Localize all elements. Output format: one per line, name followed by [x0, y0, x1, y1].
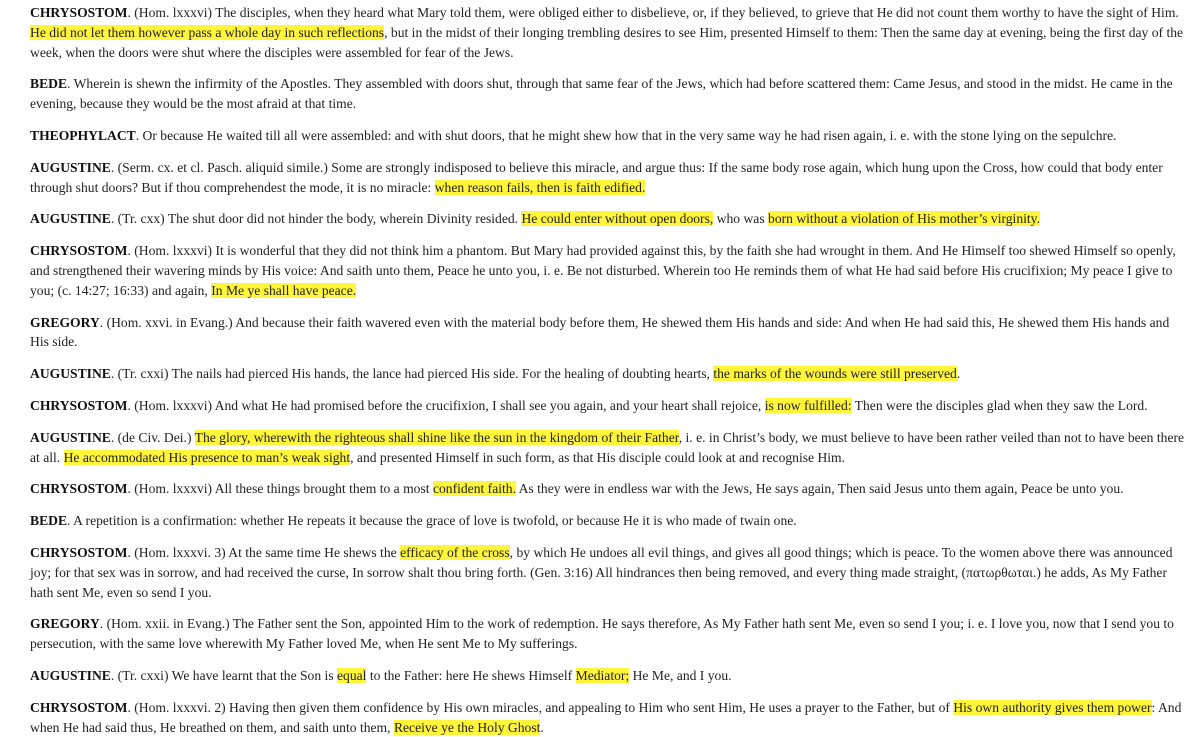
body-text: . (Tr. cxxi) The nails had pierced His hands, the lance had pierced His side. For the healing of doubting hearts,: [110, 366, 714, 382]
author-name: CHRYSOSTOM: [30, 5, 128, 20]
commentary-paragraph: [30, 698, 1188, 737]
author-name: CHRYSOSTOM: [30, 243, 128, 259]
body-text: He Me, and I you.: [629, 667, 732, 683]
highlighted-text: the marks of the wounds were still preserved: [713, 366, 957, 382]
highlighted-text: In Me ye shall have peace.: [211, 282, 357, 298]
author-name: AUGUSTINE: [30, 429, 111, 445]
body-text: who was: [713, 211, 769, 227]
body-text: . (Hom. xxii. in Evang.) The Father sent the Son, appointed Him to the work of redemption. He says therefore, As My Father hath sent Me, even so send I you; i. e. I love you, now that I send you to persecution, with the same love wherewith My Father loved Me, when He sent Me to My sufferings.: [30, 616, 1174, 652]
body-text: . (Hom. xxvi. in Evang.) And because their faith wavered even with the material body before them, He shewed them His hands and side: And when He had said this, He shewed them His hands and His side.: [30, 314, 1170, 350]
highlighted-text: born without a violation of His mother’s virginity.: [768, 211, 1040, 227]
author-name: CHRYSOSTOM: [30, 544, 128, 560]
commentary-paragraph: [30, 479, 1188, 499]
body-text: . (de Civ. Dei.): [110, 429, 195, 445]
highlighted-text: The glory, wherewith the righteous shall shine like the sun in the kingdom of their Father: [194, 429, 679, 445]
highlighted-text: equal: [337, 667, 367, 683]
highlighted-text: efficacy of the cross: [400, 544, 510, 560]
body-text: . (Hom. lxxxvi. 3) At the same time He shews the: [127, 544, 401, 560]
highlighted-text: He accommodated His presence to man’s weak sight: [63, 449, 351, 465]
highlighted-text: is now fulfilled:: [764, 397, 852, 413]
body-text: , and presented Himself in such form, as that His disciple could look at and recognise Him.: [350, 449, 846, 465]
author-name: AUGUSTINE: [30, 159, 111, 175]
body-text: .: [956, 366, 961, 382]
body-text: . (Hom. lxxxvi) All these things brought them to a most: [127, 481, 433, 497]
commentary-paragraph: [30, 3, 1188, 62]
body-text: Then were the disciples glad when they saw the Lord.: [851, 397, 1148, 413]
body-text: . A repetition is a confirmation: whether He repeats it because the grace of love is twofold, or because He it is who made of twain one.: [67, 513, 797, 529]
highlighted-text: He did not let them however pass a whole day in such reflections: [30, 24, 385, 40]
author-name: GREGORY: [30, 616, 100, 632]
body-text: . (Hom. lxxxvi) And what He had promised before the crucifixion, I shall see you again, and your heart shall rejoice,: [127, 397, 765, 413]
commentary-paragraph: [30, 74, 1188, 114]
body-text: . (Serm. cx. et cl. Pasch. aliquid simile.) Some are strongly indisposed to believe this miracle, and argue thus: If the same body rose again, which hung upon the Cross, how could that body enter through shut doors? But if thou comprehendest the mode, it is no miracle:: [30, 159, 1163, 195]
highlighted-text: Mediator;: [575, 667, 630, 683]
body-text: As they were in endless war with the Jews, He says again, Then said Jesus unto them again, Peace be unto you.: [515, 481, 1124, 497]
author-name: CHRYSOSTOM: [30, 699, 128, 715]
author-name: THEOPHYLACT: [30, 127, 136, 143]
commentary-paragraph: [30, 511, 1188, 531]
commentary-paragraph: [30, 126, 1188, 146]
highlighted-text: His own authority gives them power: [953, 699, 1152, 715]
body-text: , by which He undoes all evil things, and gives all good things; which is peace. To the women above there was announced joy; for that sex was in sorrow, and had received the curse, In sorrow shalt thou bring forth. (Gen. 3:16) All hindrances then being removed, and every thing made straight, (πατωρθωται.) he adds, As My Father hath sent Me, even so send I you.: [30, 544, 1173, 600]
commentary-paragraph: [30, 543, 1188, 602]
body-text: . (Hom. lxxxvi) The disciples, when they heard what Mary told them, were obliged either to disbelieve, or, if they believed, to grieve that He did not count them worthy to have the sight of Him.: [127, 5, 1179, 20]
body-text: . Wherein is shewn the infirmity of the Apostles. They assembled with doors shut, through that same fear of the Jews, which had before scattered them: Came Jesus, and stood in the midst. He came in the evening, because they would be the most afraid at that time.: [30, 76, 1173, 112]
highlighted-text: confident faith.: [432, 481, 516, 497]
body-text: . (Hom. lxxxvi. 2) Having then given them confidence by His own miracles, and appealing to Him who sent Him, He uses a prayer to the Father, but of: [127, 699, 954, 715]
author-name: GREGORY: [30, 314, 100, 330]
body-text: to the Father: here He shews Himself: [366, 667, 576, 683]
commentary-paragraph: [30, 428, 1188, 468]
body-text: , but in the midst of their longing trembling desires to see Him, presented Himself to them: Then the same day at evening, being the first day of the week, when the doors were shut where the disciples were assembled for fear of the Jews.: [30, 24, 1184, 60]
highlighted-text: He could enter without open doors,: [521, 211, 714, 227]
body-text: . (Tr. cxx) The shut door did not hinder the body, wherein Divinity resided.: [110, 211, 522, 227]
commentary-paragraph: [30, 241, 1188, 300]
highlighted-text: when reason fails, then is faith edified.: [434, 179, 646, 195]
body-text: .: [540, 719, 544, 735]
body-text: . (Tr. cxxi) We have learnt that the Son is: [110, 667, 338, 683]
commentary-paragraph: [30, 209, 1188, 229]
body-text: : And when He had said thus, He breathed on them, and saith unto them,: [30, 699, 1182, 735]
commentary-paragraph: [30, 614, 1188, 654]
author-name: BEDE: [30, 513, 68, 529]
commentary-paragraph: [30, 313, 1188, 353]
highlighted-text: Receive ye the Holy Ghost: [393, 719, 541, 735]
author-name: AUGUSTINE: [30, 366, 111, 382]
commentary-paragraph: [30, 158, 1188, 198]
body-text: . (Hom. lxxxvi) It is wonderful that they did not think him a phantom. But Mary had provided against this, by the faith she had wrought in them. And He Himself too shewed Himself so openly, and strengthened their wavering minds by His voice: And saith unto them, Peace he unto you, i. e. Be not disturbed. Wherein too He reminds them of what He had said before His crucifixion; My peace I give to you; (c. 14:27; 16:33) and again,: [30, 243, 1176, 298]
author-name: CHRYSOSTOM: [30, 481, 128, 497]
body-text: . Or because He waited till all were assembled: and with shut doors, that he might shew how that in the very same way he had risen again, i. e. with the stone lying on the sepulchre.: [135, 127, 1117, 143]
commentary-paragraph: [30, 666, 1188, 686]
author-name: AUGUSTINE: [30, 211, 111, 227]
author-name: AUGUSTINE: [30, 667, 111, 683]
author-name: BEDE: [30, 76, 68, 92]
commentary-paragraph: [30, 396, 1188, 416]
body-text: , i. e. in Christ’s body, we must believe to have been rather veiled than not to have been there at all.: [30, 429, 1185, 465]
author-name: CHRYSOSTOM: [30, 397, 128, 413]
commentary-paragraph: [30, 364, 1188, 384]
